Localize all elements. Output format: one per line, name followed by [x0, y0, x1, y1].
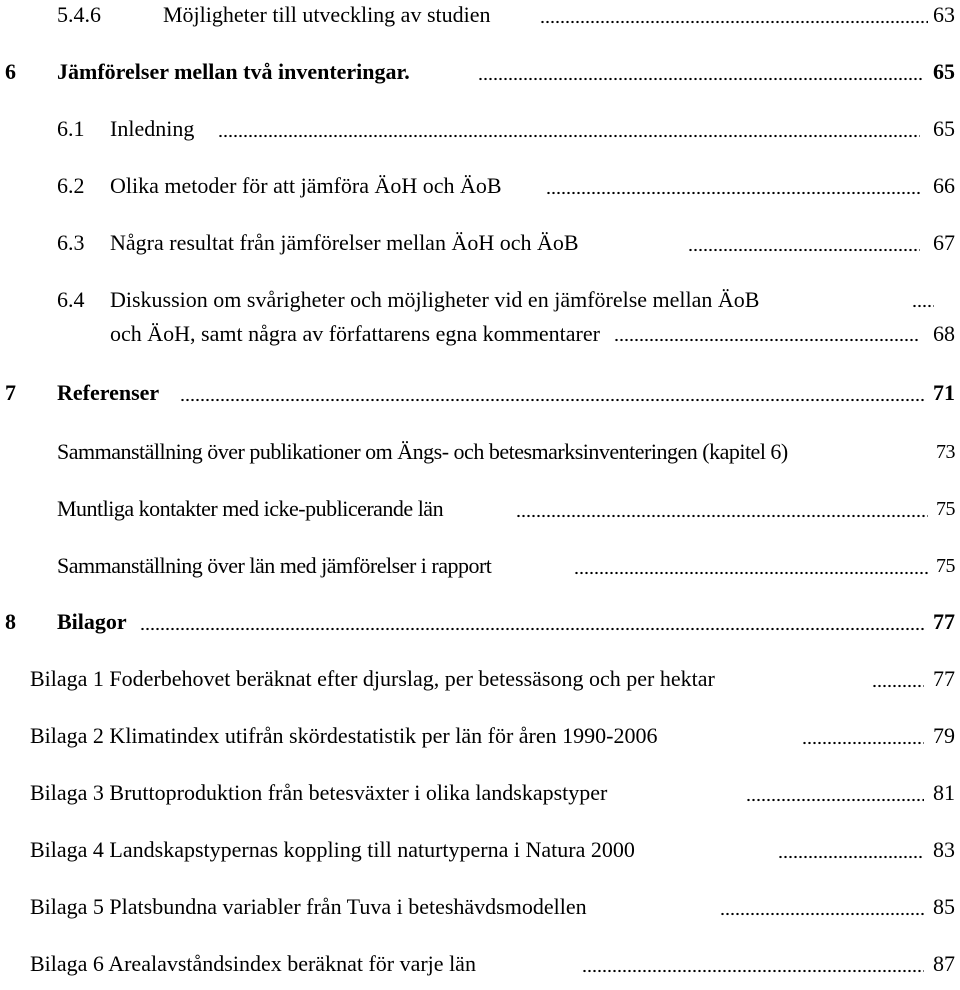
- page-number: 65: [933, 59, 955, 84]
- dot-leader: [516, 514, 928, 518]
- toc-entry-bilaga-3[interactable]: [0, 778, 960, 818]
- chapter-number: 7: [5, 380, 16, 405]
- dot-leader: [218, 134, 920, 138]
- page-number: 81: [933, 780, 955, 805]
- page-number: 71: [933, 380, 955, 405]
- page-number: 67: [933, 230, 955, 255]
- section-number: 6.2: [57, 173, 85, 198]
- entry-title: Några resultat från jämförelser mellan ÄoH och ÄoB: [110, 230, 579, 255]
- entry-title: Bilagor: [57, 609, 127, 634]
- toc-entry-bilaga-6[interactable]: [0, 949, 960, 989]
- dot-leader: [802, 741, 924, 745]
- dot-leader: [720, 912, 924, 916]
- toc-entry-bilaga-1[interactable]: [0, 664, 960, 704]
- dot-leader: [912, 304, 934, 308]
- page-number: 66: [933, 173, 955, 198]
- toc-entry-8[interactable]: [0, 607, 960, 647]
- entry-title: Möjligheter till utveckling av studien: [163, 2, 491, 27]
- toc-entry-6-3[interactable]: [0, 228, 960, 268]
- section-number: 6.1: [57, 116, 85, 141]
- toc-entry-6-4[interactable]: [0, 285, 960, 351]
- chapter-number: 6: [5, 59, 16, 84]
- toc-entry-6[interactable]: [0, 57, 960, 97]
- dot-leader: [778, 855, 924, 859]
- toc-entry-5-4-6[interactable]: [0, 0, 960, 40]
- page-number: 63: [933, 2, 955, 27]
- dot-leader: [540, 20, 928, 24]
- page-number: 79: [933, 723, 955, 748]
- dot-leader: [872, 684, 924, 688]
- dot-leader: [614, 338, 920, 342]
- entry-title: Bilaga 1 Foderbehovet beräknat efter djurslag, per betessäsong och per hektar: [30, 666, 715, 691]
- entry-title: Bilaga 4 Landskapstypernas koppling till naturtyperna i Natura 2000: [30, 837, 635, 862]
- entry-title: Sammanställning över län med jämförelser i rapport: [57, 553, 492, 578]
- page-number: 85: [933, 894, 955, 919]
- toc-entry-6-1[interactable]: [0, 114, 960, 154]
- page-number: 83: [933, 837, 955, 862]
- entry-title: Referenser: [57, 380, 160, 405]
- page-number: 87: [933, 951, 955, 976]
- entry-title-continued: och ÄoH, samt några av författarens egna kommentarer: [110, 321, 600, 346]
- entry-title: Bilaga 6 Arealavståndsindex beräknat för varje län: [30, 951, 476, 976]
- page-number: 65: [933, 116, 955, 141]
- toc-entry-sammanstallning-lan[interactable]: [0, 550, 960, 590]
- entry-title: Inledning: [110, 116, 195, 141]
- toc-entry-muntliga-kontakter[interactable]: [0, 493, 960, 533]
- page-number: 73: [936, 441, 955, 463]
- page-number: 68: [933, 321, 955, 346]
- dot-leader: [574, 571, 928, 575]
- dot-leader: [140, 627, 924, 631]
- dot-leader: [180, 398, 924, 402]
- dot-leader: [478, 77, 924, 81]
- entry-title: Diskussion om svårigheter och möjligheter vid en jämförelse mellan ÄoB: [110, 287, 760, 312]
- section-number: 6.3: [57, 230, 85, 255]
- dot-leader: [582, 969, 924, 973]
- toc-entry-bilaga-4[interactable]: [0, 835, 960, 875]
- section-number: 6.4: [57, 287, 85, 312]
- toc-entry-bilaga-2[interactable]: [0, 721, 960, 761]
- page-number: 75: [936, 498, 955, 520]
- entry-title: Sammanställning över publikationer om Ängs- och betesmarksinventeringen (kapitel 6): [57, 439, 788, 464]
- entry-title: Olika metoder för att jämföra ÄoH och ÄoB: [110, 173, 502, 198]
- dot-leader: [546, 191, 920, 195]
- page-number: 77: [933, 666, 955, 691]
- entry-title: Muntliga kontakter med icke-publicerande län: [57, 496, 444, 521]
- toc-entry-6-2[interactable]: [0, 171, 960, 211]
- toc-entry-sammanstallning-publikationer[interactable]: [0, 436, 960, 476]
- dot-leader: [688, 248, 920, 252]
- entry-title: Bilaga 5 Platsbundna variabler från Tuva i beteshävdsmodellen: [30, 894, 587, 919]
- toc-entry-7[interactable]: [0, 378, 960, 418]
- entry-title: Bilaga 3 Bruttoproduktion från betesväxter i olika landskapstyper: [30, 780, 608, 805]
- entry-title: Bilaga 2 Klimatindex utifrån skördestatistik per län för åren 1990-2006: [30, 723, 658, 748]
- chapter-number: 8: [5, 609, 16, 634]
- entry-title: Jämförelser mellan två inventeringar.: [57, 59, 410, 84]
- dot-leader: [746, 798, 924, 802]
- section-number: 5.4.6: [57, 2, 101, 27]
- page-number: 75: [936, 555, 955, 577]
- toc-entry-bilaga-5[interactable]: [0, 892, 960, 932]
- page-number: 77: [933, 609, 955, 634]
